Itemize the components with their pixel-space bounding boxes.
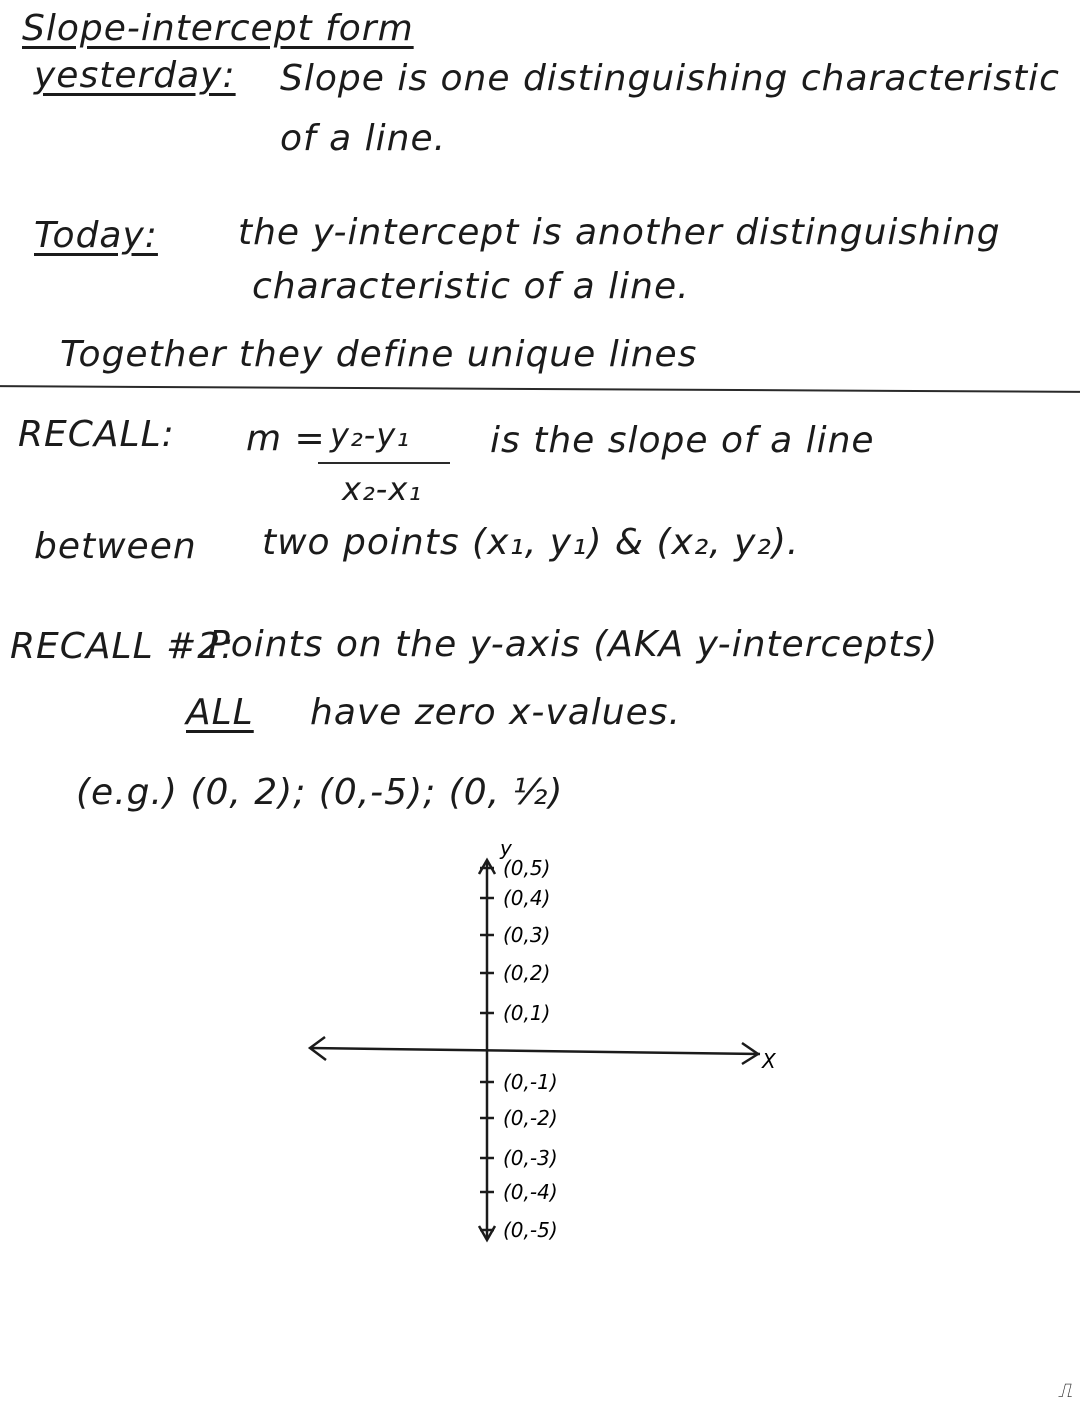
yesterday-line-2: of a line. <box>280 118 447 159</box>
x-axis-line <box>310 1048 760 1054</box>
yesterday-label: yesterday: <box>34 55 236 96</box>
point-labels <box>503 856 558 1242</box>
today-line-2: characteristic of a line. <box>252 266 690 307</box>
slope-definition-text: is the slope of a line <box>490 420 875 461</box>
slope-formula-numerator: y₂-y₁ <box>330 416 411 454</box>
yesterday-line-1: Slope is one distinguishing characteristic <box>280 58 1060 99</box>
between-word: between <box>34 526 197 567</box>
recall-label: RECALL: <box>18 414 175 455</box>
point-label-below-5: (0,-5) <box>503 1218 558 1242</box>
two-points-text: two points (x₁, y₁) & (x₂, y₂). <box>262 522 800 563</box>
point-label-above-1: (0,5) <box>503 856 551 880</box>
point-label-above-3: (0,3) <box>503 923 551 947</box>
together-statement: Together they define unique lines <box>60 334 698 375</box>
point-label-below-1: (0,-1) <box>503 1070 558 1094</box>
point-label-above-2: (0,4) <box>503 886 551 910</box>
page-curl-mark: ⎍ <box>1058 1378 1073 1402</box>
y-axis-label: y <box>500 836 512 860</box>
today-label: Today: <box>34 215 158 256</box>
recall-2-line-2: have zero x-values. <box>310 692 681 733</box>
recall-2-label: RECALL #2: <box>10 626 235 667</box>
point-label-above-5: (0,1) <box>503 1001 551 1025</box>
x-axis-label: X <box>762 1049 776 1073</box>
page-heading: Slope-intercept form <box>22 8 414 49</box>
today-line-1: the y-intercept is another distinguishing <box>238 212 1001 253</box>
y-intercept-examples: (e.g.) (0, 2); (0,-5); (0, ½) <box>76 772 564 813</box>
point-label-above-4: (0,2) <box>503 961 551 985</box>
recall-2-line-1: Points on the y-axis (AKA y-intercepts) <box>208 624 939 665</box>
slope-formula-denominator: x₂-x₁ <box>342 470 423 508</box>
point-label-below-3: (0,-3) <box>503 1146 558 1170</box>
all-word: ALL <box>186 692 254 733</box>
slope-formula-lhs: m = <box>246 418 326 459</box>
point-label-below-4: (0,-4) <box>503 1180 558 1204</box>
point-label-below-2: (0,-2) <box>503 1106 558 1130</box>
